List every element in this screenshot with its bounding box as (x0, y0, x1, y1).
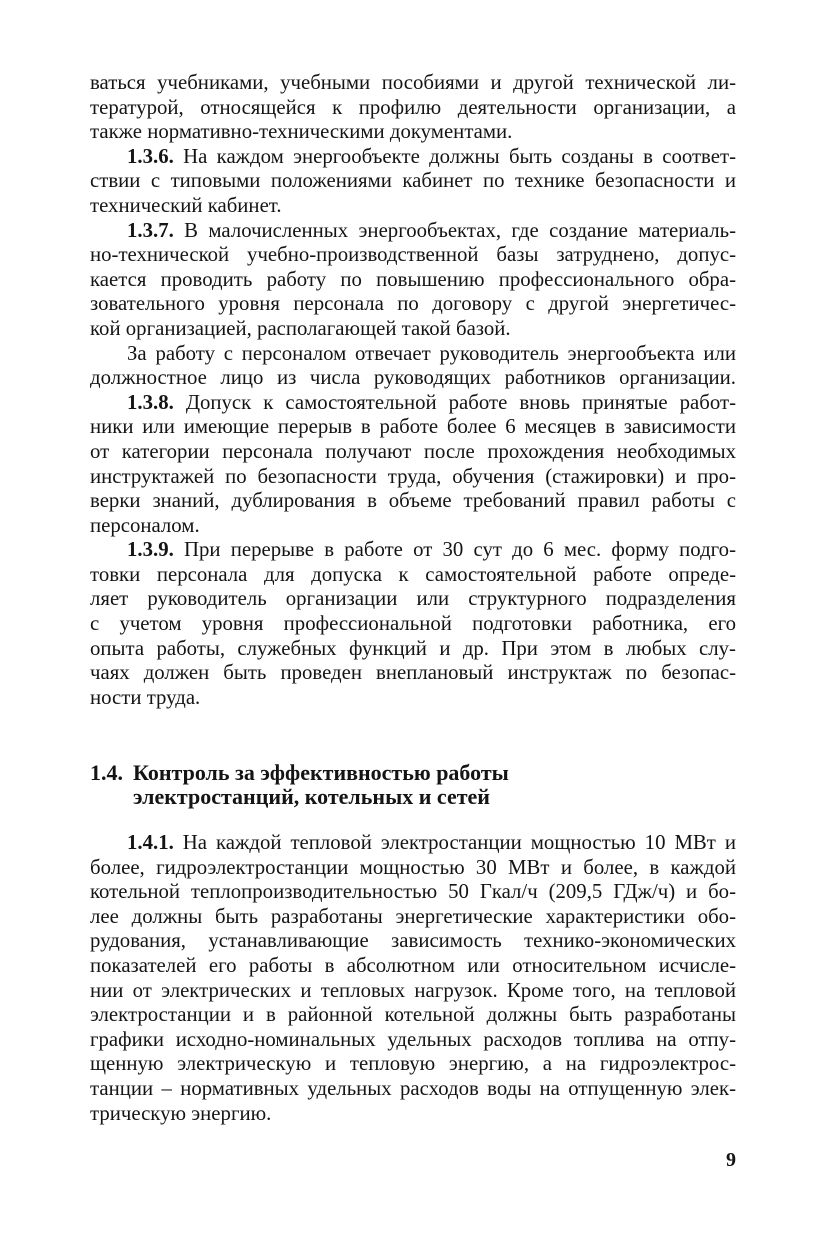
paragraph-line (90, 538, 736, 563)
clause-number: 1.3.9. (127, 538, 174, 562)
clause-number: 1.3.6. (127, 144, 174, 168)
clause-1-3-7 (90, 219, 736, 342)
paragraph-line: кой организацией, располагающей такой базой. (90, 316, 511, 340)
clause-1-4-1 (90, 831, 736, 1126)
paragraph-line: более, гидроэлектростанции мощностью 30 МВт и более, в каждой (90, 855, 736, 879)
section-heading (90, 761, 736, 809)
paragraph-line: должностное лицо из числа руководящих работников организации. (90, 366, 736, 390)
paragraph-line: персоналом. (90, 513, 200, 537)
clause-1-3-8 (90, 391, 736, 539)
paragraph-line: ляет руководитель организации или структурного подразделения (90, 587, 736, 611)
paragraph-line: тературой, относящейся к профилю деятельности организации, а (90, 95, 736, 119)
clause-1-3-6 (90, 145, 736, 219)
paragraph-line: инструктажей по безопасности труда, обучения (стажировки) и про- (90, 464, 736, 488)
paragraph-line: верки знаний, дублирования в объеме требований правил работы с (90, 489, 736, 513)
clause-number: 1.3.8. (127, 390, 174, 414)
paragraph-line: также нормативно-техническими документами. (90, 120, 513, 144)
section-1-3-text (90, 71, 736, 710)
paragraph-line: с учетом уровня профессиональной подготовки работника, его (90, 612, 736, 636)
continued-paragraph (90, 71, 736, 145)
paragraph-line: электростанции и в районной котельной должны быть разработаны (90, 1003, 736, 1027)
section-number: 1.4. (90, 760, 123, 785)
section-title (133, 761, 509, 809)
paragraph-line: технический кабинет. (90, 193, 282, 217)
paragraph-line: танции – нормативных удельных расходов воды на отпущенную элек- (90, 1076, 736, 1100)
paragraph-line: от категории персонала получают после прохождения необходимых (90, 439, 736, 463)
section-title-line: Контроль за эффективностью работы (133, 760, 509, 785)
paragraph-line: чаях должен быть проведен внеплановый инструктаж по безопас- (90, 661, 736, 685)
paragraph-line: товки персонала для допуска к самостоятельной работе опреде- (90, 562, 736, 586)
paragraph-line: показателей его работы в абсолютном или относительном исчисле- (90, 953, 736, 977)
paragraph-line: ствии с типовыми положениями кабинет по технике безопасности и (90, 169, 736, 193)
line-text: На каждом энергообъекте должны быть созданы в соответ- (183, 144, 736, 168)
paragraph-line: но-технической учебно-производственной базы затруднено, допус- (90, 243, 736, 267)
paragraph-line: кается проводить работу по повышению профессионального обра- (90, 267, 736, 291)
paragraph-line (90, 145, 736, 170)
section-title-line: электростанций, котельных и сетей (133, 784, 490, 809)
paragraph-line: зовательного уровня персонала по договору с другой энергетичес- (90, 292, 736, 316)
paragraph-line: котельной теплопроизводительностью 50 Гкал/ч (209,5 ГДж/ч) и бо- (90, 880, 736, 904)
section-1-4-text (90, 831, 736, 1126)
paragraph-line (90, 831, 736, 856)
page-number: 9 (726, 1149, 736, 1171)
paragraph-line: рудования, устанавливающие зависимость технико-экономических (90, 929, 736, 953)
paragraph-line: ности труда. (90, 685, 201, 709)
responsibility-paragraph (90, 342, 736, 391)
paragraph-line: ники или имеющие перерыв в работе более 6 месяцев в зависимости (90, 415, 736, 439)
paragraph-line (90, 391, 736, 416)
paragraph-line: лее должны быть разработаны энергетические характеристики обо- (90, 904, 736, 928)
line-text: Допуск к самостоятельной работе вновь принятые работ- (185, 390, 736, 414)
paragraph-line: За работу с персоналом отвечает руководитель энергообъекта или (127, 341, 736, 365)
paragraph-line: опыта работы, служебных функций и др. При этом в любых слу- (90, 636, 736, 660)
paragraph-line: нии от электрических и тепловых нагрузок. Кроме того, на тепловой (90, 978, 736, 1002)
paragraph-line: графики исходно-номинальных удельных расходов топлива на отпу- (90, 1027, 736, 1051)
line-text: На каждой тепловой электростанции мощностью 10 МВт и (182, 831, 736, 854)
clause-1-3-9 (90, 538, 736, 710)
paragraph-line: трическую энергию. (90, 1101, 272, 1125)
line-text: При перерыве в работе от 30 сут до 6 мес. форму подго- (184, 538, 736, 562)
clause-number: 1.4.1. (127, 831, 174, 854)
clause-number: 1.3.7. (127, 218, 174, 242)
line-text: В малочисленных энергообъектах, где создание материаль- (184, 218, 736, 242)
paragraph-line: щенную электрическую и тепловую энергию, а на гидроэлектрос- (90, 1052, 736, 1076)
paragraph-line: ваться учебниками, учебными пособиями и другой технической ли- (90, 71, 736, 94)
paragraph-line (90, 219, 736, 244)
